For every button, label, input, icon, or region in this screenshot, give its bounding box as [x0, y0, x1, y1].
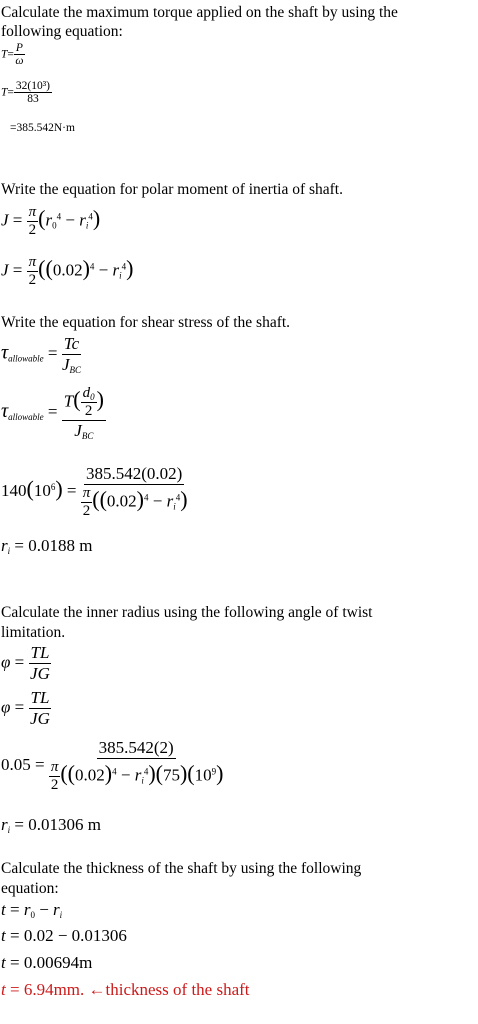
torque-result: =385.542N·m [10, 122, 75, 134]
step4-line1: Calculate the inner radius using the following angle of twist [1, 604, 373, 621]
thickness-result-m: t = 0.00694m [1, 953, 93, 972]
step5-line1: Calculate the thickness of the shaft by using the following [1, 860, 362, 877]
step5-line2: equation: [1, 880, 59, 897]
step4-line2: limitation. [1, 624, 66, 641]
step2-text: Write the equation for polar moment of inertia of shaft. [1, 181, 343, 198]
step1-line1: Calculate the maximum torque applied on the shaft by using the [1, 4, 398, 21]
inner-radius-result-2: $r_i = 0.01306$ m [1, 815, 101, 835]
shear-stress-formula: $\tau_{allowable}$ = $\frac{Tc}{J_{BC}}$ [1, 334, 82, 375]
step1-line2: following equation: [1, 23, 123, 40]
shear-stress-substitution: $140(10^6)$ = 385.542(0.02) $\frac{\pi}{2}$ $((0.02)^4 - r_i^4)$ [1, 464, 188, 519]
polar-moment-formula: J = $\frac{\pi}{2}$ $(r_0^4 - r_i^4)$ [1, 204, 101, 238]
thickness-formula: $t = r_0 - r_i$ [1, 900, 63, 920]
inner-radius-result-1: $r_i = 0.0188$ m [1, 536, 93, 556]
thickness-substitution: t = 0.02 − 0.01306 [1, 926, 127, 945]
twist-formula-1: φ = $\frac{TL}{JG}$ [1, 643, 50, 683]
polar-moment-substitution: J = $\frac{\pi}{2}$ $((0.02)^4 - r_i^4)$ [1, 254, 134, 288]
twist-substitution: 0.05 = 385.542(2) $\frac{\pi}{2}$ $((0.02)^4 - r_i^4)(75)(10^9)$ [1, 738, 224, 793]
shear-stress-diameter-form: $\tau_{allowable}$ = T( $\frac{d_0}{2}$ ) $J_{BC}$ [1, 385, 104, 441]
step3-text: Write the equation for shear stress of the shaft. [1, 314, 291, 331]
torque-formula: T= $\frac{P}{\omega}$ [1, 42, 24, 67]
twist-formula-2: φ = $\frac{TL}{JG}$ [1, 688, 50, 728]
thickness-final-answer: t = 6.94mm. ←thickness of the shaft [1, 980, 250, 999]
torque-substitution: T= $\frac{\text{32(10³)}}{83}$ [1, 80, 51, 105]
